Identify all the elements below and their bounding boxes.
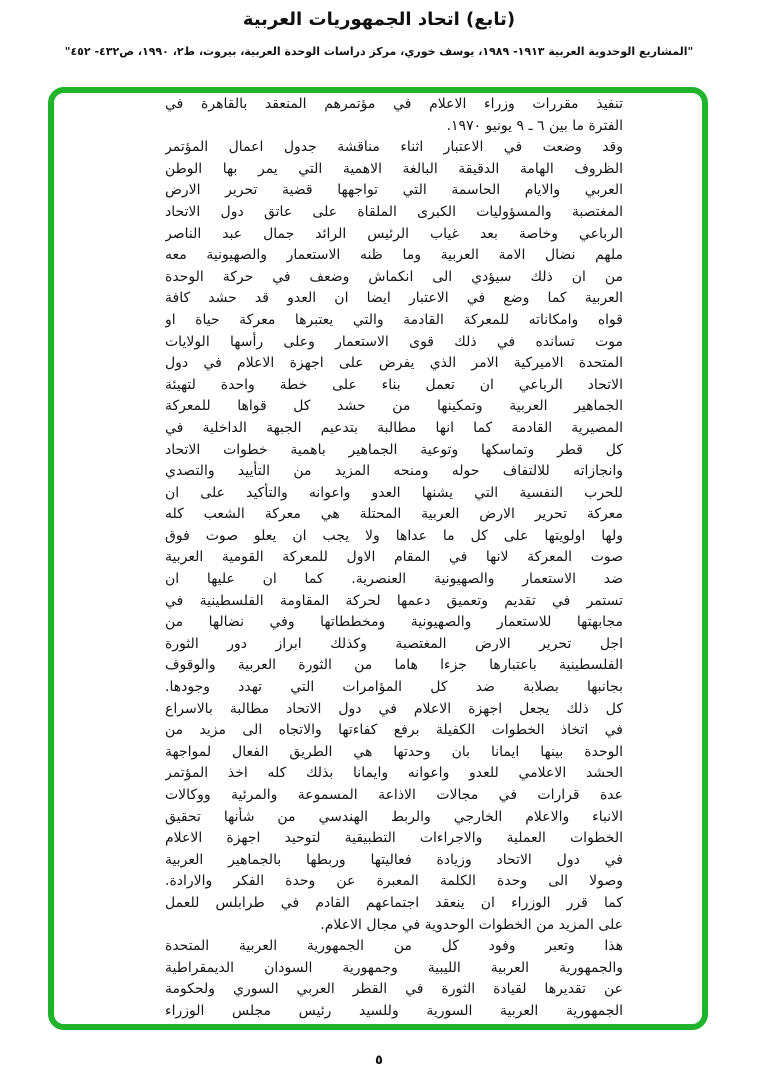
- text-line: المتحدة الاميركية الامر الذي يفرض على اجهزة الاعلام في دول: [165, 355, 623, 372]
- text-line: والجمهورية العربية الليبية وجمهورية السودان الديمقراطية: [165, 959, 623, 976]
- text-line: المغتصبة والمسؤوليات الكبرى الملقاة على عاتق دول الاتحاد: [165, 203, 623, 220]
- text-line: وانجازاته للالتفاف حوله ومنحه المزيد من التأييد والتصدي: [165, 463, 623, 480]
- text-line: الفلسطينية باعتبارها جزءا هاما من الثورة العربية والوقوف: [165, 657, 623, 674]
- text-line: الرباعي وخاصة بعد غياب الرئيس الرائد جمال عبد الناصر: [165, 225, 623, 242]
- text-line: الظروف الهامة الدقيقة البالغة الاهمية التي يمر بها الوطن: [165, 160, 623, 177]
- text-line: العربي والايام الحاسمة التي تواجهها قضية تحرير الارض: [165, 182, 623, 199]
- text-line: تستمر في تقديم وتعميق دعمها لحركة المقاومة الفلسطينية في: [165, 592, 623, 609]
- text-line: عدة قرارات في مجالات الاذاعة المسموعة والمرئية ووكالات: [165, 787, 623, 803]
- text-line: على المزيد من الخطوات الوحدوية في مجال الاعلام.: [320, 916, 623, 933]
- text-line: من ان ذلك سيؤدي الى انكماش وضعف في حركة الوحدة: [165, 268, 623, 285]
- text-line: الفترة ما بين ٦ ـ ٩ يونيو ١٩٧٠.: [446, 117, 623, 134]
- text-line: معركة تحرير الارض العربية المحتلة هي معركة الشعب كله: [165, 506, 623, 523]
- text-line: مجابهتها للاستعمار والصهيونية ومخططاتها وفي نضالها من: [165, 614, 623, 631]
- text-line: كل ذلك يجعل اجهزة الاعلام في دول الاتحاد مطالبة بالاسراع: [165, 700, 623, 717]
- page-title: (تابع) اتحاد الجمهوريات العربية: [242, 9, 516, 30]
- text-line: ضد الاستعمار والصهيونية العنصرية. كما ان عليها ان: [165, 571, 623, 588]
- text-line: في اتخاذ الخطوات الكفيلة برفع كفاءتها والاتجاه الى مزيد من: [165, 722, 623, 739]
- text-line: اجل تحرير الارض المغتصبة وكذلك ابراز دور الثورة: [165, 635, 623, 652]
- text-line: ولها اولويتها على كل ما عداها ولا يجب ان يعلو صوت فوق: [165, 527, 623, 544]
- text-line: الانباء والاعلام الخارجي والربط الهندسي من شأنها تحقيق: [165, 808, 623, 825]
- text-line: عن تقديرها لقيادة الثورة في القطر العربي السوري ولحكومة: [165, 981, 623, 998]
- text-line: الوحدة بينها ايمانا بان وحدتها هي الطريق الفعال لمواجهة: [165, 743, 623, 760]
- text-line: هذا وتعبر وفود كل من الجمهورية العربية المتحدة: [165, 938, 623, 955]
- text-line: صوت المعركة لانها في المقام الاول للمعركة القومية العربية: [165, 549, 623, 566]
- text-line: المصيرية القادمة كما انها مطالبة بتدعيم الجبهة الداخلية في: [165, 419, 623, 436]
- text-line: تنفيذ مقررات وزراء الاعلام في مؤتمرهم المنعقد بالقاهرة في: [165, 96, 623, 112]
- text-line: العربية كما وضع في الاعتبار ايضا ان العدو قد حشد كافة: [165, 290, 623, 307]
- text-line: الاتحاد الرباعي ان تعمل بناء على خطة واحدة لتهيئة: [165, 376, 623, 393]
- text-line: الجمهورية العربية السورية وللسيد رئيس مجلس الوزراء: [165, 1002, 623, 1019]
- text-line: الخطوات العملية والاجراءات التطبيقية لتوحيد اجهزة الاعلام: [165, 830, 623, 847]
- text-line: الحشد الاعلامي للعدو واعوانه وايمانا بذلك كله اخذ المؤتمر: [165, 765, 623, 782]
- text-line: وصولا الى وحدة الكلمة المعبرة عن وحدة الفكر والارادة.: [165, 873, 623, 890]
- text-line: للحرب النفسية التي يشنها العدو واعوانه والتأكيد على ان: [165, 484, 623, 501]
- text-line: كما قرر الوزراء ان ينعقد اجتماعهم القادم في طرابلس للعمل: [165, 894, 623, 911]
- text-line: كل قطر وتماسكها وتوعية الجماهير باهمية خطوات الاتحاد: [165, 441, 623, 458]
- text-line: قواه وامكاناته للمعركة القادمة والتي يعتبرها معركة حياة او: [165, 311, 623, 328]
- text-line: وقد وضعت في الاعتبار اثناء مناقشة جدول اعمال المؤتمر: [165, 139, 623, 156]
- document-body: [165, 94, 623, 1023]
- text-line: موت تسانده في ذلك قوى الاستعمار وعلى رأسها الولايات: [165, 333, 623, 350]
- page-number: ٥: [375, 1053, 383, 1068]
- source-citation: "المشاريع الوحدوية العربية ١٩١٣- ١٩٨٩، يوسف خوري، مركز دراسات الوحدة العربية، بيروت، ط٢، ١٩٩٠، ص٤٣٢- ٤٥٢": [64, 45, 694, 58]
- text-line: ملهم نضال الامة العربية وما ظنه الاستعمار والصهيونية معه: [165, 247, 623, 264]
- text-line: بجانبها بصلابة ضد كل المؤامرات التي تهدد وجودها.: [165, 679, 623, 696]
- text-line: الجماهير العربية وتمكينها من حشد كل قواها للمعركة: [165, 398, 623, 415]
- text-line: في دول الاتحاد وزيادة فعاليتها وربطها بالجماهير العربية: [165, 851, 623, 868]
